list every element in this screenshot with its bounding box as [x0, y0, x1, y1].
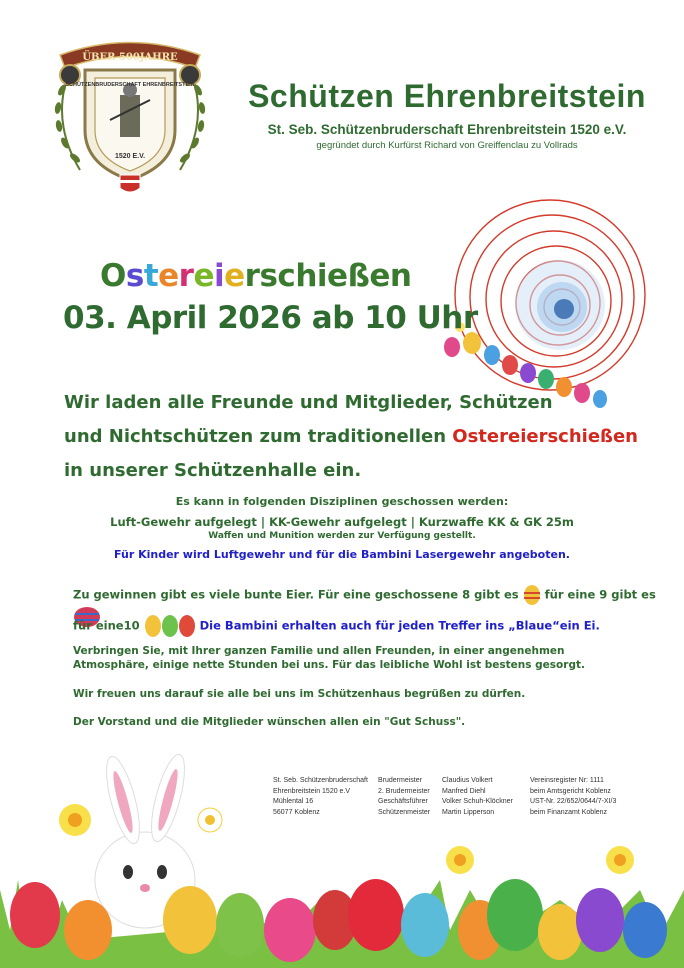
- org-founded-note: gegründet durch Kurfürst Richard von Greiffenclau zu Vollrads: [316, 140, 578, 151]
- event-title-letter: r: [244, 258, 260, 294]
- org-subtitle: St. Seb. Schützenbruderschaft Ehrenbreitstein 1520 e.V.: [267, 122, 627, 137]
- disciplines-list: Luft-Gewehr aufgelegt | KK-Gewehr aufgelegt | Kurzwaffe KK & GK 25m: [110, 515, 574, 529]
- event-title-letter: O: [100, 258, 126, 294]
- footer-address: [273, 776, 368, 818]
- invitation-line-3: in unserer Schützenhalle ein.: [64, 460, 362, 481]
- footer-line: Geschäftsführer: [378, 798, 428, 805]
- invitation-line-2: [64, 426, 638, 447]
- prize-line-2: [73, 614, 600, 638]
- event-title: [100, 258, 411, 294]
- invitation-line-2-text: und Nichtschützen zum traditionellen: [64, 426, 453, 447]
- event-title-letter: h: [295, 258, 317, 294]
- footer-line: Claudius Volkert: [442, 777, 493, 784]
- event-title-letter: t: [143, 258, 159, 294]
- egg-icon-8: [523, 584, 541, 606]
- prize-line-1-b: für eine 9 gibt es: [544, 587, 656, 602]
- logo-banner-text: ÜBER 500JAHRE: [82, 52, 178, 63]
- kids-offer: Für Kinder wird Luftgewehr und für die Bambini Lasergewehr angeboten.: [114, 548, 570, 561]
- footer-line: Manfred Diehl: [442, 787, 486, 795]
- footer-line: Martin Lipperson: [442, 808, 495, 816]
- event-title-letter: e: [327, 258, 348, 294]
- event-title-letter: e: [193, 258, 214, 294]
- footer-line: beim Amtsgericht Koblenz: [530, 787, 611, 795]
- footer-roles: [378, 776, 430, 818]
- welcome-text: Wir freuen uns darauf sie alle bei uns im Schützenhaus begrüßen zu dürfen.: [73, 688, 526, 700]
- easter-scene-decoration: [0, 740, 684, 968]
- club-logo: [40, 30, 220, 200]
- event-title-letter: i: [316, 258, 328, 294]
- event-title-letter: ß: [347, 258, 370, 294]
- event-title-letter: e: [158, 258, 179, 294]
- family-text-2: Atmosphäre, einige nette Stunden bei uns. Für das leibliche Wohl ist bestens gesorgt.: [73, 659, 585, 671]
- event-title-letter: s: [259, 258, 278, 294]
- board-greeting: Der Vorstand und die Mitglieder wünschen allen ein "Gut Schuss".: [73, 716, 466, 728]
- footer-line: Ehrenbreitstein 1520 e.V: [273, 787, 351, 795]
- event-title-letter: n: [389, 258, 412, 294]
- footer-line: Brudermeister: [378, 777, 422, 784]
- footer-line: Vereinsregister Nr: 1111: [530, 777, 604, 784]
- logo-ring-text: SCHÜTZENBRUDERSCHAFT EHRENBREITSTEIN: [65, 82, 195, 88]
- egg-icon-10: [144, 614, 196, 638]
- disciplines-intro: Es kann in folgenden Disziplinen geschossen werden:: [175, 495, 509, 508]
- logo-year: 1520 E.V.: [114, 153, 146, 160]
- org-title: Schützen Ehrenbreitstein: [248, 78, 646, 114]
- event-title-letter: r: [178, 258, 194, 294]
- footer-line: St. Seb. Schützenbruderschaft: [273, 777, 368, 784]
- invitation-line-1: Wir laden alle Freunde und Mitglieder, Schützen: [64, 392, 553, 413]
- event-date: 03. April 2026 ab 10 Uhr: [63, 300, 478, 336]
- footer-names: [442, 776, 513, 818]
- footer-line: 2. Brudermeister: [378, 787, 430, 795]
- event-title-letter: c: [277, 258, 296, 294]
- coat-of-arms-icon: [120, 175, 140, 192]
- footer-line: UST-Nr. 22/652/0644/7-XI/3: [530, 798, 617, 805]
- prize-line-2-a: für eine10: [73, 618, 140, 633]
- event-title-letter: i: [214, 258, 225, 294]
- disciplines-note: Waffen und Munition werden zur Verfügung gestellt.: [208, 531, 476, 541]
- family-text-1: Verbringen Sie, mit Ihrer ganzen Familie und allen Freunden, in einer angenehmen: [73, 645, 565, 657]
- footer-line: 56077 Koblenz: [273, 808, 320, 816]
- footer-line: Mühlental 16: [273, 798, 314, 805]
- footer-line: beim Finanzamt Koblenz: [530, 808, 608, 816]
- bambini-prize-note: Die Bambini erhalten auch für jeden Treffer ins „Blaue“ein Ei.: [199, 618, 600, 633]
- prize-line-1-a: Zu gewinnen gibt es viele bunte Eier. Für eine geschossene 8 gibt es: [73, 587, 519, 602]
- event-title-letter: e: [369, 258, 390, 294]
- footer-registration: [530, 776, 616, 818]
- footer-line: Schützenmeister: [378, 808, 431, 816]
- event-title-letter: e: [224, 258, 245, 294]
- event-title-letter: s: [125, 258, 144, 294]
- invitation-highlight: Ostereierschießen: [452, 426, 638, 447]
- footer-line: Volker Schuh-Klöckner: [442, 798, 513, 805]
